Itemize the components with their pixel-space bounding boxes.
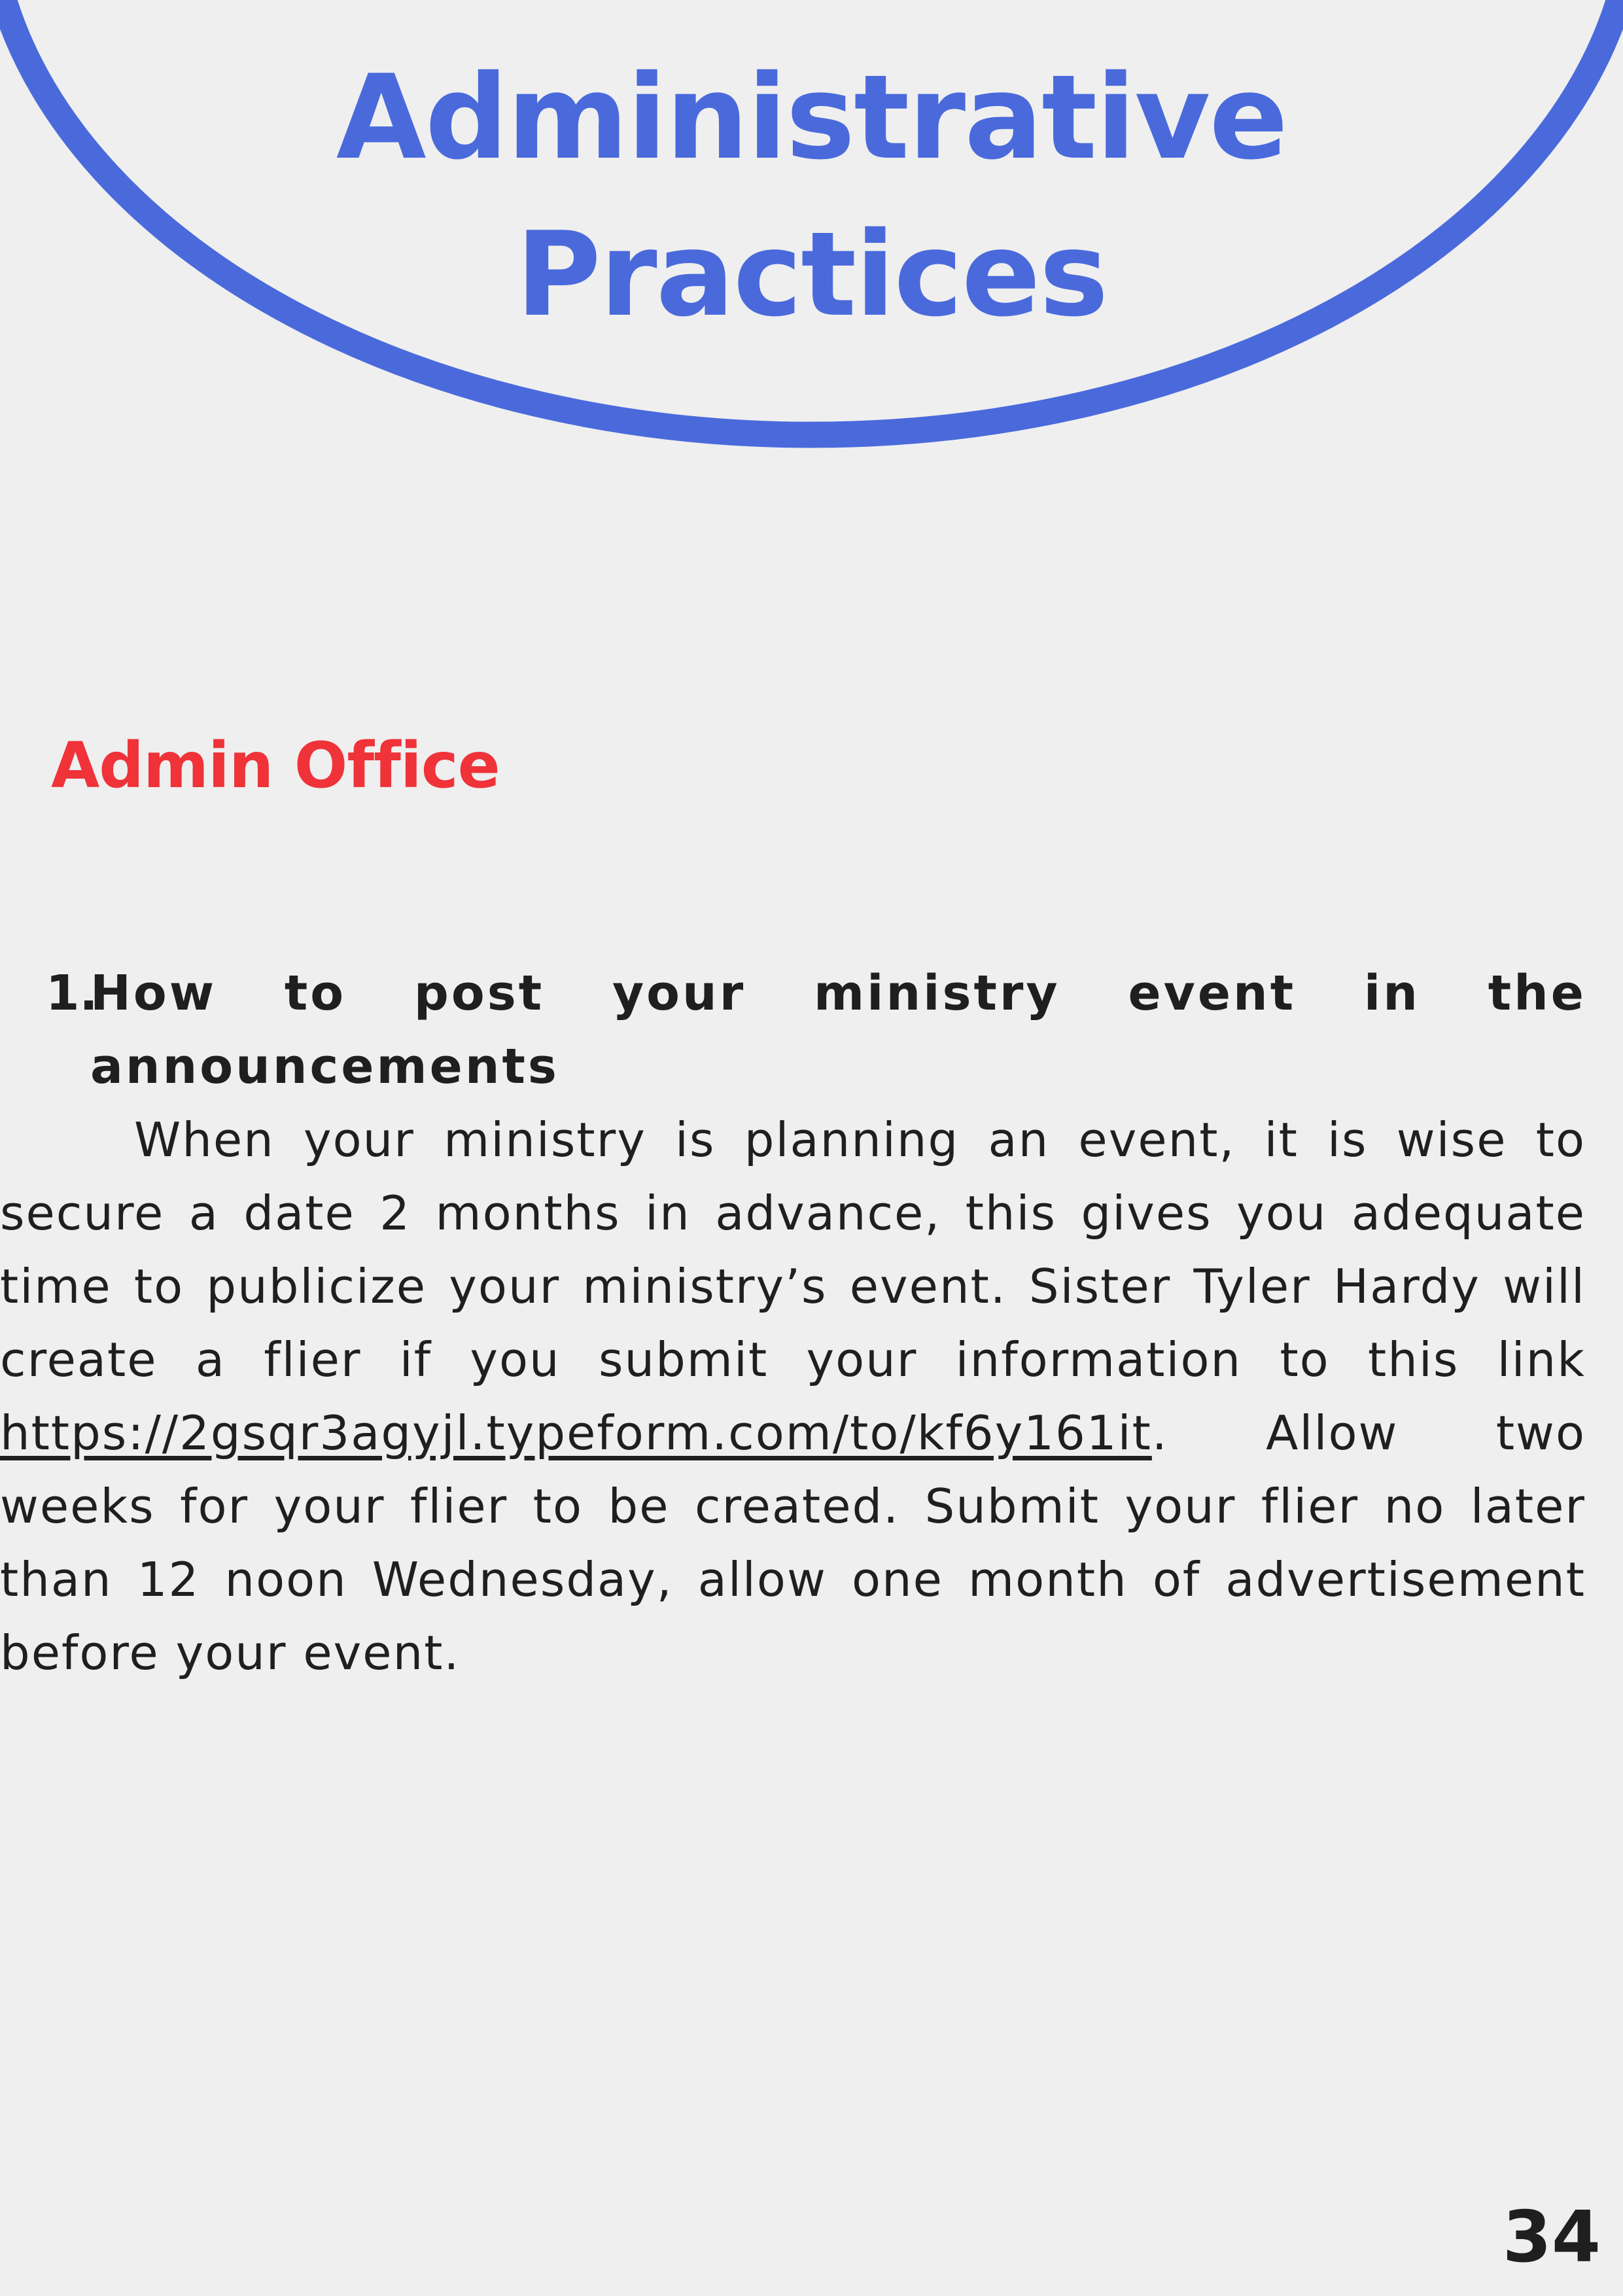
page-title-line1: Administrative	[336, 50, 1287, 185]
item-title: How to post your ministry event in the announcements	[90, 965, 1586, 1095]
body-text-after-link: . Allow two weeks for your flier to be created. Submit your flier no later than 12 noon Wednesday, allow one month of advertisement before your event.	[0, 1405, 1586, 1680]
typeform-link[interactable]: https://2gsqr3agyjl.typeform.com/to/kf6y161it	[0, 1405, 1152, 1460]
page-title-line2: Practices	[515, 207, 1108, 342]
page-title	[0, 39, 1623, 353]
list-item	[46, 957, 1586, 1103]
page-number: 34	[1502, 2197, 1601, 2278]
body-text-before-link: When your ministry is planning an event, it is wise to secure a date 2 months in advance, this gives you adequate time to publicize your ministry’s event. Sister Tyler Hardy will create a flier if you submit your information to this link	[0, 1112, 1586, 1387]
item-number: 1.	[46, 965, 98, 1021]
body-paragraph	[0, 1103, 1586, 1689]
section-heading: Admin Office	[51, 729, 500, 802]
